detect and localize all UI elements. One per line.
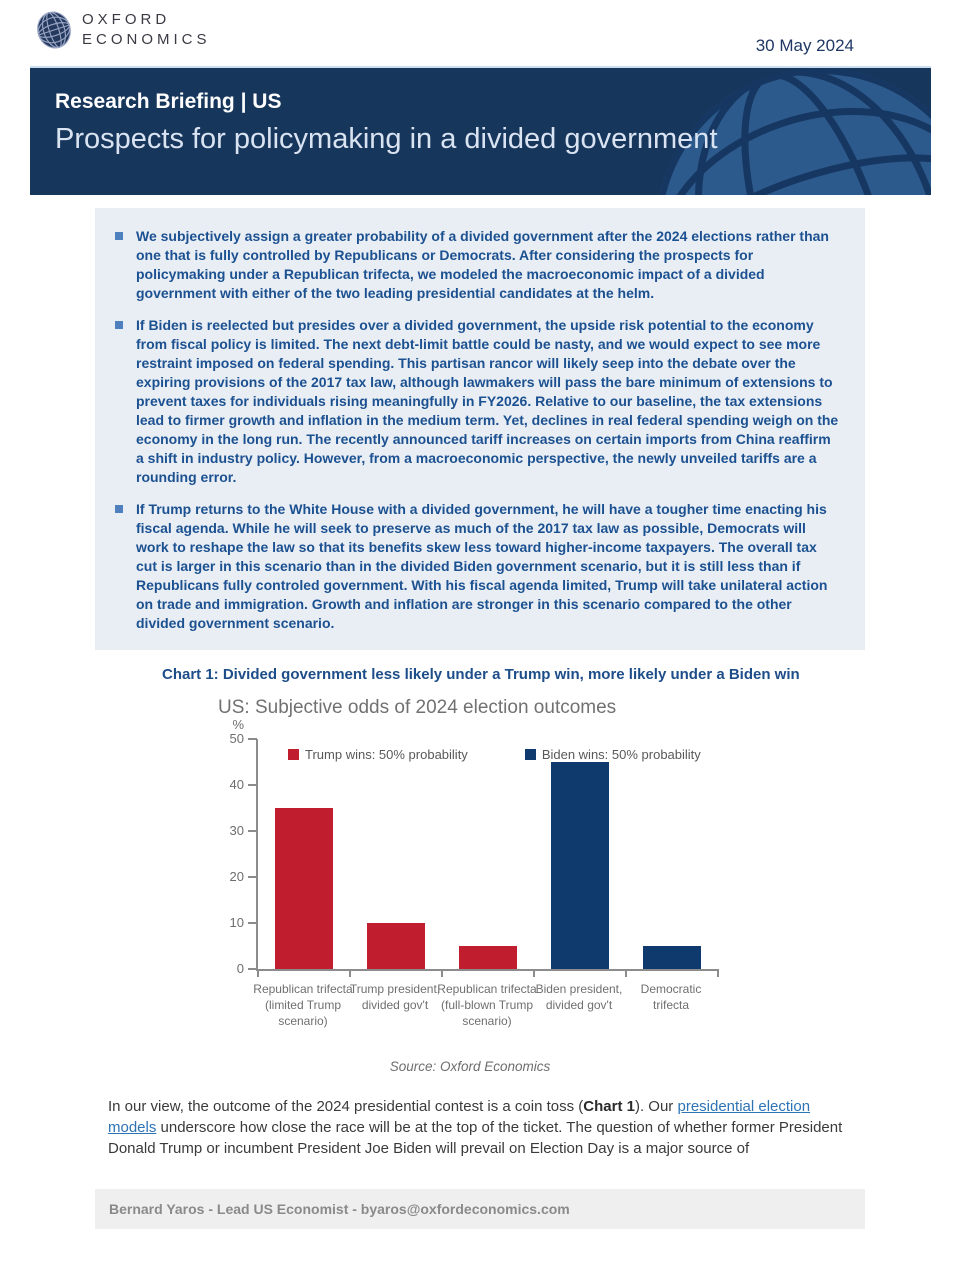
y-tick-label: 40 [229, 777, 244, 792]
author-contact: Bernard Yaros - Lead US Economist - byaros@oxfordeconomics.com [109, 1201, 570, 1217]
bullet-item [109, 500, 839, 633]
x-axis-label: Biden president, divided gov't [535, 982, 623, 1012]
body-paragraph [108, 1096, 856, 1159]
bar-chart [190, 697, 750, 1074]
y-tick-mark [248, 922, 257, 924]
banner-kicker: Research Briefing | US [55, 90, 282, 113]
summary-bullets [95, 208, 865, 650]
y-tick-mark [248, 738, 257, 740]
chart-legend [288, 747, 701, 762]
globe-icon [35, 10, 73, 50]
page-footer [95, 1189, 865, 1229]
y-tick-mark [248, 876, 257, 878]
bullet-square-icon [115, 505, 123, 513]
bullet-item [109, 316, 839, 487]
bullet-item [109, 227, 839, 303]
bar-2 [367, 923, 425, 969]
x-axis-label: Democratic trifecta [640, 982, 702, 1012]
bullet-list [109, 227, 839, 633]
legend-swatch-icon [525, 749, 536, 760]
chart-source: Source: Oxford Economics [389, 1059, 551, 1074]
bullet-text: We subjectively assign a greater probability of a divided government after the 2024 elections rather than one that is fully controlled by Republicans or Democrats. After considering the prospects for policymaking under a Republican trifecta, we modeled the macroeconomic impact of a divided government with either of the two leading presidential candidates at the helm. [136, 228, 829, 301]
bar-3 [459, 946, 517, 969]
y-tick-label: 50 [229, 731, 244, 746]
y-tick-label: 10 [229, 915, 244, 930]
x-axis-label: Trump president, divided gov't [349, 982, 441, 1012]
logo-line2: ECONOMICS [82, 31, 211, 48]
paragraph-text: In our view, the outcome of the 2024 presidential contest is a coin toss ( [108, 1098, 584, 1115]
legend-label: Biden wins: 50% probability [541, 747, 701, 762]
bullet-square-icon [115, 321, 123, 329]
y-tick-mark [248, 784, 257, 786]
logo-line1: OXFORD [82, 11, 171, 28]
y-tick-label: 0 [236, 961, 244, 976]
page-header [0, 0, 960, 66]
chart-title: US: Subjective odds of 2024 election outcomes [218, 697, 617, 718]
bar-1 [275, 808, 333, 969]
legend-item [288, 747, 468, 762]
legend-item [525, 747, 701, 762]
page-title: Prospects for policymaking in a divided government [55, 123, 718, 155]
x-axis-label: Republican trifecta (limited Trump scenario) [253, 982, 353, 1028]
logo-text [82, 10, 211, 50]
bullet-square-icon [115, 232, 123, 240]
x-axis-label: Republican trifecta (full-blown Trump scenario) [437, 982, 537, 1028]
title-banner [30, 68, 931, 195]
bar-5 [643, 946, 701, 969]
legend-swatch-icon [288, 749, 299, 760]
bar-4 [551, 762, 609, 969]
paragraph-text: ). Our [634, 1098, 678, 1115]
y-axis-unit-label: % [232, 717, 244, 732]
y-tick-mark [248, 830, 257, 832]
y-tick-label: 20 [229, 869, 244, 884]
bullet-text: If Biden is reelected but presides over a divided government, the upside risk potential to the economy from fiscal policy is limited. The next debt-limit battle could be nasty, and we would expect to see more restraint imposed on federal spending. This partisan rancor will likely seep into the debate over the expiring provisions of the 2017 tax law, although lawmakers will pass the bare minimum of extensions to prevent taxes for individuals rising meaningfully in FY2026. Relative to our baseline, the tax extensions lead to firmer growth and inflation in the medium term. Yet, declines in real federal spending weigh on the economy in the long run. The recently announced tariff increases on certain imports from China reaffirm a shift in industry policy. However, from a macroeconomic perspective, the newly unveiled tariffs are a rounding error. [136, 317, 839, 485]
x-axis-labels [190, 969, 750, 1055]
oxford-economics-logo [35, 10, 211, 50]
bullet-text: If Trump returns to the White House with a divided government, he will have a tougher time enacting his fiscal agenda. While he will seek to preserve as much of the 2017 tax law as possible, Democrats will work to reshape the law so that its benefits skew less toward higher-income taxpayers. The overall tax cut is larger in this scenario than in the divided Biden government scenario, but it is still less than if Republicans fully controled government. With his fiscal agenda limited, Trump will take unilateral action on trade and immigration. Growth and inflation are stronger in this scenario compared to the other divided government scenario. [136, 501, 828, 631]
publication-date: 30 May 2024 [755, 36, 854, 55]
plot-area [256, 739, 718, 971]
y-tick-label: 30 [229, 823, 244, 838]
presidential-election-models-link[interactable]: presidential election models [108, 1098, 811, 1136]
paragraph-text: underscore how close the race will be at the top of the ticket. The question of whether former President Donald Trump or incumbent President Joe Biden will prevail on Election Day is a major source of [108, 1119, 843, 1157]
legend-label: Trump wins: 50% probability [305, 747, 468, 762]
chart-reference: Chart 1 [583, 1098, 635, 1115]
chart-heading: Chart 1: Divided government less likely under a Trump win, more likely under a Biden win [162, 666, 800, 683]
plot-region [190, 717, 750, 976]
